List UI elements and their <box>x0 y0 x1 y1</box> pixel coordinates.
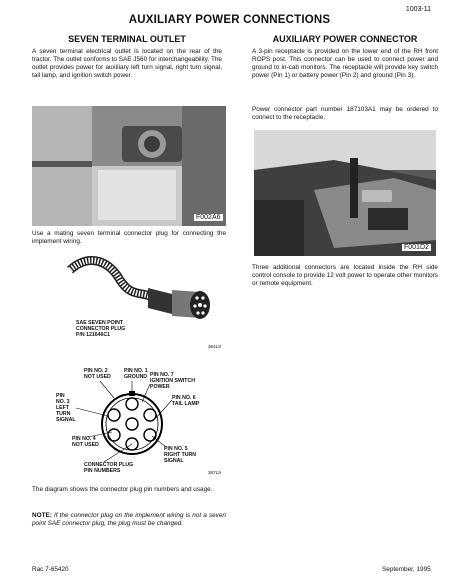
diagram-code: 367L9 <box>208 470 221 475</box>
pin5-label: PIN NO. 5 RIGHT TURN SIGNAL <box>164 446 196 464</box>
receptacle-photo <box>254 130 436 256</box>
page-number: 1003-11 <box>405 6 431 13</box>
plug-code: 364L9 <box>208 344 221 349</box>
right-heading: AUXILIARY POWER CONNECTOR <box>272 34 418 44</box>
right-caption: Three additional connectors are located inside the RH side control console to provide 12 volt power to operate other monitors or remote equipment. <box>252 264 438 287</box>
note-text: If the connector plug on the implement wiring is not a seven point SAE connector plug, the plug must be changed. <box>32 512 226 527</box>
footer-left: Rac 7-65420 <box>32 566 69 573</box>
pin3-label: PIN NO. 3 LEFT TURN SIGNAL <box>56 393 76 423</box>
pin6-label: PIN NO. 6 TAIL LAMP <box>172 395 200 407</box>
plug-numbers-label: CONNECTOR PLUG PIN NUMBERS <box>84 462 134 474</box>
pin1-label: PIN NO. 1 GROUND <box>124 368 148 380</box>
caption2: The diagram shows the connector plug pin numbers and usage. <box>32 486 213 493</box>
footer-right: September, 1995 <box>382 566 431 573</box>
note <box>32 512 226 528</box>
caption1: Use a mating seven terminal connector plug for connecting the implement wiring. <box>32 230 226 245</box>
left-intro: A seven terminal electrical outlet is located on the rear of the tractor. The outlet conforms to SAE J560 for interchangeability. The outlet provides power for auxiliary left turn signal, right turn signal, tail lamp, and ignition switch power. <box>32 48 222 79</box>
note-label: NOTE: <box>32 512 52 519</box>
pin2-label: PIN NO. 2 NOT USED <box>84 368 111 380</box>
pin7-label: PIN NO. 7 IGNITION SWITCH POWER <box>150 372 195 390</box>
photo2-code: F001D2 <box>404 244 429 251</box>
page-title: AUXILIARY POWER CONNECTIONS <box>128 14 331 26</box>
plug-label: SAE SEVEN POINT CONNECTOR PLUG P/N 121646C1 <box>76 320 126 338</box>
photo1-code: F002A6 <box>196 214 221 221</box>
right-intro: A 3-pin receptacle is provided on the lower end of the RH front ROPS post. This connector can be used to connect power and ground to in-cab monitors. The receptacle will provide key switch power (Pin 1) or battery power (Pin 2) and ground (Pin 3). <box>252 48 438 79</box>
left-heading: SEVEN TERMINAL OUTLET <box>68 34 186 44</box>
part-number-text: Power connector part number 187103A1 may be ordered to connect to the receptacle. <box>252 106 438 121</box>
pin4-label: PIN NO. 4 NOT USED <box>72 436 99 448</box>
